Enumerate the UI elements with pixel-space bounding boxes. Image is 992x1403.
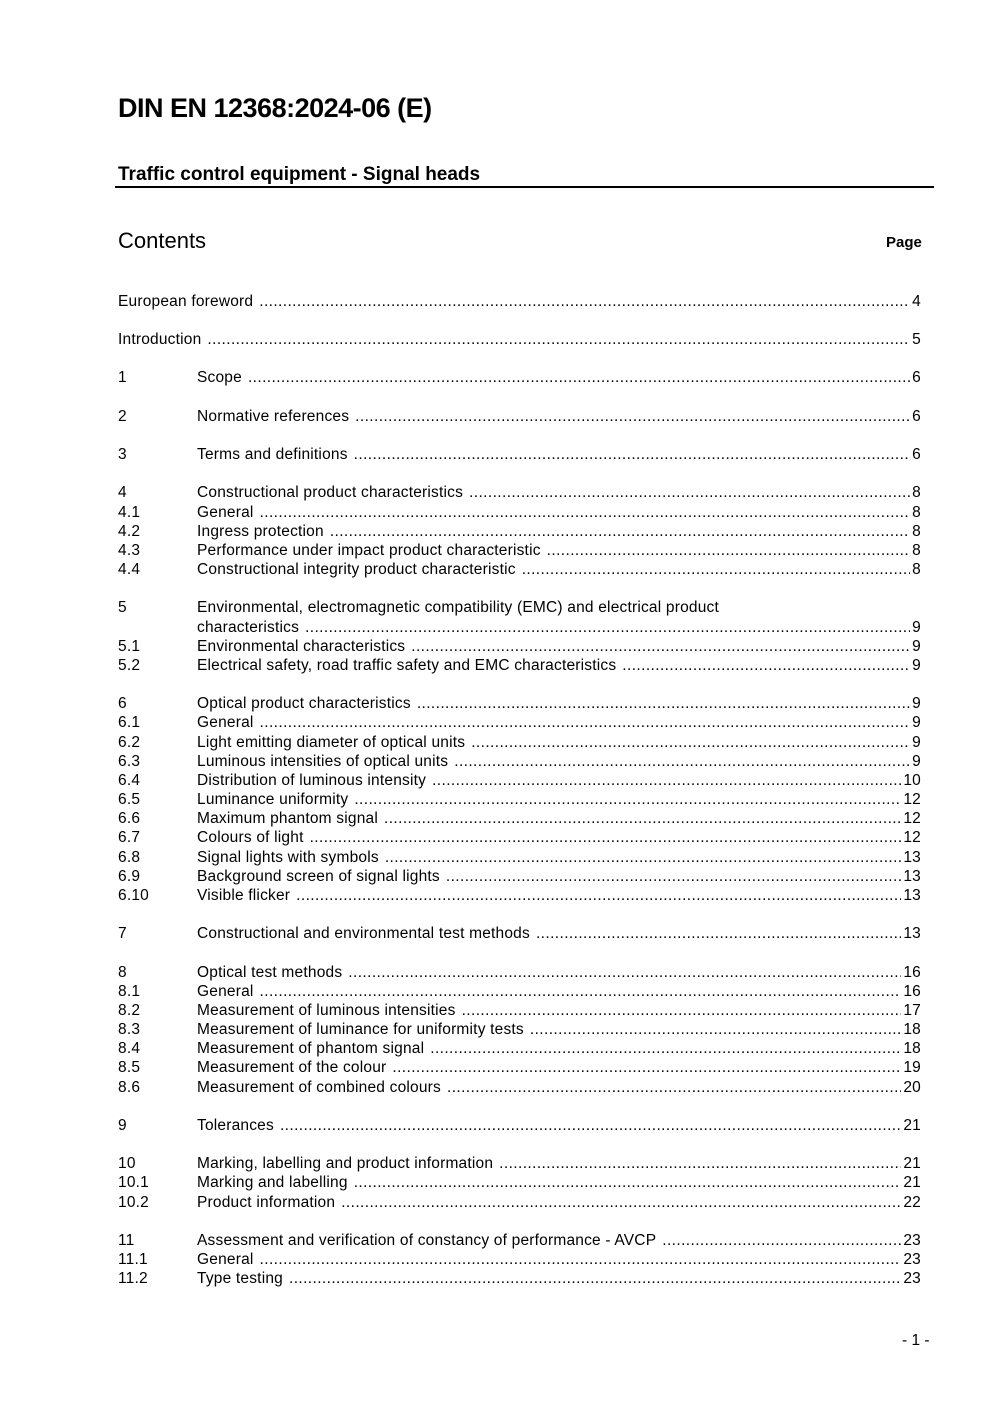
dot-leader <box>392 1058 901 1078</box>
dot-leader <box>462 1001 902 1021</box>
document-subtitle: Traffic control equipment - Signal heads <box>118 164 481 185</box>
toc-entry[interactable]: 4 Constructional product characteristics ..... 8 <box>118 483 921 503</box>
toc-entry[interactable]: 6.4 Distribution of luminous intensity ..... 10 <box>118 771 921 791</box>
dot-leader <box>384 809 901 829</box>
dot-leader <box>411 637 910 657</box>
dot-leader <box>280 1116 901 1136</box>
dot-leader <box>522 560 910 580</box>
dot-leader <box>248 368 910 388</box>
dot-leader <box>469 483 910 503</box>
toc-entry[interactable]: 6 Optical product characteristics ..... 9 <box>118 694 921 714</box>
toc-entry[interactable]: 6.6 Maximum phantom signal ..... 12 <box>118 809 921 829</box>
toc-entry[interactable]: 9 Tolerances ..... 21 <box>118 1116 921 1136</box>
toc-entry[interactable]: 6.5 Luminance uniformity ..... 12 <box>118 790 921 810</box>
toc-entry[interactable]: 6.1 General ..... 9 <box>118 713 921 733</box>
dot-leader <box>355 407 910 427</box>
toc-entry[interactable]: 2 Normative references ..... 6 <box>118 407 921 427</box>
toc-entry[interactable]: 7 Constructional and environmental test methods ..... 13 <box>118 924 921 944</box>
toc-entry[interactable]: 10.2 Product information ..... 22 <box>118 1193 921 1213</box>
dot-leader <box>330 522 910 542</box>
dot-leader <box>530 1020 901 1040</box>
toc-entry[interactable]: European foreword ..... 4 <box>118 292 921 312</box>
dot-leader <box>296 886 901 906</box>
document-id: DIN EN 12368:2024-06 (E) <box>118 93 432 123</box>
dot-leader <box>260 713 911 733</box>
toc-entry[interactable]: 11 Assessment and verification of constancy of performance - AVCP ..... 23 <box>118 1231 921 1251</box>
toc-entry[interactable]: 10.1 Marking and labelling ..... 21 <box>118 1173 921 1193</box>
toc-entry[interactable]: 4.2 Ingress protection ..... 8 <box>118 522 921 542</box>
dot-leader <box>310 828 902 848</box>
dot-leader <box>260 982 902 1002</box>
toc-entry[interactable]: 4.4 Constructional integrity product characteristic ..... 8 <box>118 560 921 580</box>
dot-leader <box>260 1250 902 1270</box>
dot-leader <box>454 752 910 772</box>
toc-entry[interactable]: 6.2 Light emitting diameter of optical units ..... 9 <box>118 733 921 753</box>
toc-entry[interactable]: 6.9 Background screen of signal lights ..... 13 <box>118 867 921 887</box>
toc-entry[interactable]: 5 Environmental, electromagnetic compatibility (EMC) and electrical product <box>118 599 720 616</box>
page-column-heading: Page <box>886 234 922 251</box>
toc-entry[interactable]: 8.6 Measurement of combined colours ..... 20 <box>118 1078 921 1098</box>
toc-entry[interactable]: 11.2 Type testing ..... 23 <box>118 1269 921 1289</box>
dot-leader <box>536 924 901 944</box>
toc-entry[interactable]: 6.3 Luminous intensities of optical units ..... 9 <box>118 752 921 772</box>
dot-leader <box>662 1231 901 1251</box>
dot-leader <box>622 656 910 676</box>
toc-entry[interactable]: 6.10 Visible flicker ..... 13 <box>118 886 921 906</box>
toc-entry[interactable]: 8.1 General ..... 16 <box>118 982 921 1002</box>
dot-leader <box>471 733 910 753</box>
toc-entry[interactable]: 4.1 General ..... 8 <box>118 503 921 523</box>
dot-leader <box>547 541 911 561</box>
toc-entry[interactable]: Introduction ..... 5 <box>118 330 921 350</box>
toc-entry[interactable]: 8 Optical test methods ..... 16 <box>118 963 921 983</box>
toc-entry-continuation[interactable]: characteristics ..... 9 <box>118 618 921 638</box>
toc-entry[interactable]: 10 Marking, labelling and product information ..... 21 <box>118 1154 921 1174</box>
dot-leader <box>446 867 901 887</box>
dot-leader <box>354 790 901 810</box>
dot-leader <box>289 1269 901 1289</box>
toc-entry[interactable]: 8.4 Measurement of phantom signal ..... 18 <box>118 1039 921 1059</box>
toc-entry[interactable]: 8.3 Measurement of luminance for uniformity tests ..... 18 <box>118 1020 921 1040</box>
dot-leader <box>385 848 902 868</box>
toc-entry[interactable]: 3 Terms and definitions ..... 6 <box>118 445 921 465</box>
dot-leader <box>354 1173 902 1193</box>
dot-leader <box>354 445 911 465</box>
toc-entry[interactable]: 8.5 Measurement of the colour ..... 19 <box>118 1058 921 1078</box>
toc-entry[interactable]: 6.7 Colours of light ..... 12 <box>118 828 921 848</box>
toc-entry[interactable]: 6.8 Signal lights with symbols ..... 13 <box>118 848 921 868</box>
dot-leader <box>305 618 910 638</box>
title-underline <box>115 186 934 188</box>
toc-entry[interactable]: 11.1 General ..... 23 <box>118 1250 921 1270</box>
dot-leader <box>348 963 901 983</box>
dot-leader <box>417 694 910 714</box>
toc-entry[interactable]: 5.2 Electrical safety, road traffic safety and EMC characteristics ..... 9 <box>118 656 921 676</box>
toc-entry[interactable]: 4.3 Performance under impact product characteristic ..... 8 <box>118 541 921 561</box>
dot-leader <box>430 1039 901 1059</box>
dot-leader <box>341 1193 901 1213</box>
toc-entry[interactable]: 8.2 Measurement of luminous intensities ..... 17 <box>118 1001 921 1021</box>
toc-entry[interactable]: 1 Scope ..... 6 <box>118 368 921 388</box>
dot-leader <box>260 503 911 523</box>
dot-leader <box>499 1154 901 1174</box>
dot-leader <box>447 1078 901 1098</box>
dot-leader <box>207 330 910 350</box>
toc-entry[interactable]: 5.1 Environmental characteristics ..... 9 <box>118 637 921 657</box>
contents-heading: Contents <box>118 228 207 253</box>
page-number: - 1 - <box>902 1332 930 1349</box>
dot-leader <box>259 292 910 312</box>
dot-leader <box>432 771 901 791</box>
